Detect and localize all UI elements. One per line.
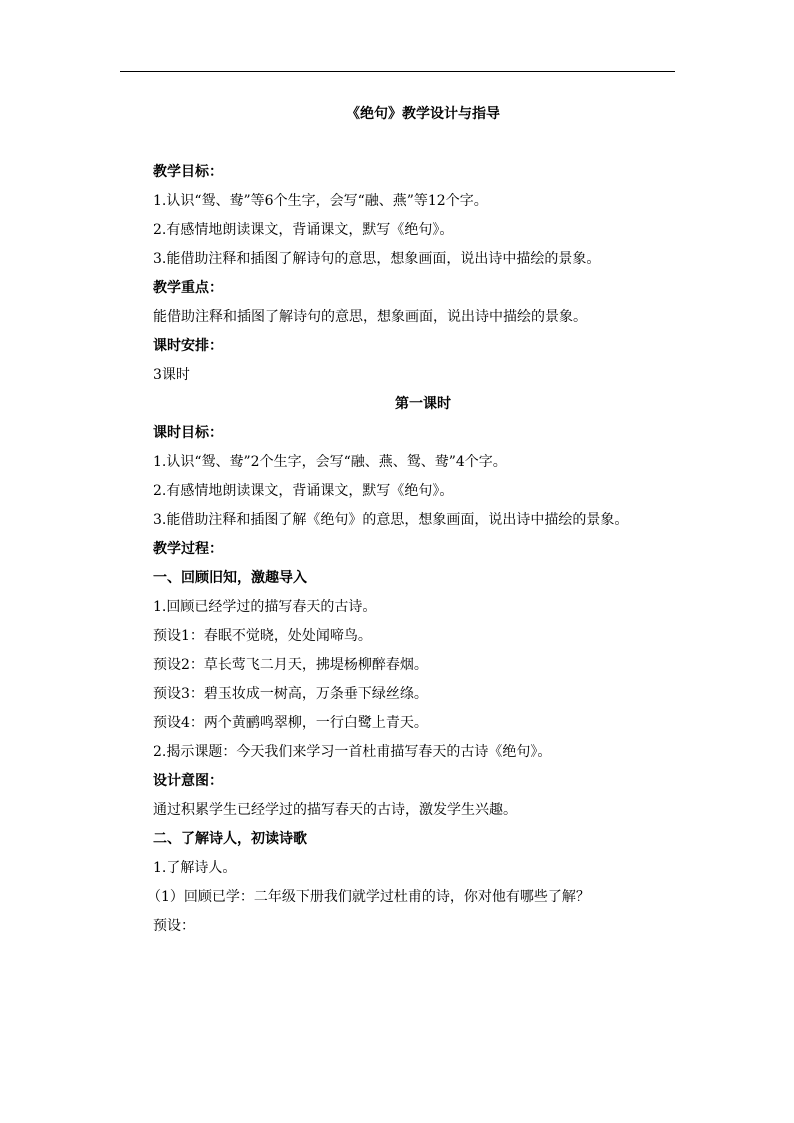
header-rule	[120, 71, 675, 72]
document-body	[147, 100, 693, 941]
paragraph-line: 2.有感情地朗读课文，背诵课文，默写《绝句》。	[153, 222, 454, 238]
paragraph-line: 3课时	[153, 367, 190, 383]
section-heading-schedule: 课时安排：	[153, 338, 223, 354]
paragraph-line: 预设4：两个黄鹂鸣翠柳，一行白鹭上青天。	[153, 715, 428, 731]
section-heading-key-points: 教学重点：	[153, 280, 223, 296]
paragraph-line: 2.有感情地朗读课文，背诵课文，默写《绝句》。	[153, 483, 454, 499]
paragraph-line: 1.了解诗人。	[153, 860, 237, 876]
paragraph-line: 通过积累学生已经学过的描写春天的古诗，激发学生兴趣。	[153, 802, 517, 818]
paragraph-line: 能借助注释和插图了解诗句的意思，想象画面，说出诗中描绘的景象。	[153, 309, 587, 325]
paragraph-line: 1.认识“鸳、鸯”2个生字，会写“融、燕、鸳、鸯”4个字。	[153, 454, 507, 470]
section-heading-teaching-goals: 教学目标：	[153, 164, 223, 180]
section-heading-process: 教学过程：	[153, 541, 223, 557]
section-heading-design-intent: 设计意图：	[153, 773, 223, 789]
subsection-heading: 一、回顾旧知，激趣导入	[153, 570, 307, 586]
document-title: 《绝句》教学设计与指导	[346, 106, 500, 122]
paragraph-line: 1.回顾已经学过的描写春天的古诗。	[153, 599, 377, 615]
lesson-heading: 第一课时	[395, 396, 451, 412]
subsection-heading: 二、了解诗人，初读诗歌	[153, 831, 307, 847]
paragraph-line: 2.揭示课题：今天我们来学习一首杜甫描写春天的古诗《绝句》。	[153, 744, 552, 760]
paragraph-line: 3.能借助注释和插图了解《绝句》的意思，想象画面，说出诗中描绘的景象。	[153, 512, 629, 528]
section-heading-lesson-goals: 课时目标：	[153, 425, 223, 441]
paragraph-line: 3.能借助注释和插图了解诗句的意思，想象画面，说出诗中描绘的景象。	[153, 251, 601, 267]
paragraph-line: （1）回顾已学：二年级下册我们就学过杜甫的诗，你对他有哪些了解？	[147, 889, 590, 905]
paragraph-line: 预设3：碧玉妆成一树高，万条垂下绿丝绦。	[153, 686, 428, 702]
paragraph-line: 预设：	[153, 918, 195, 934]
paragraph-line: 预设2：草长莺飞二月天，拂堤杨柳醉春烟。	[153, 657, 428, 673]
paragraph-line: 1.认识“鸳、鸯”等6个生字，会写“融、燕”等12个字。	[153, 193, 488, 209]
paragraph-line: 预设1：春眠不觉晓，处处闻啼鸟。	[153, 628, 372, 644]
